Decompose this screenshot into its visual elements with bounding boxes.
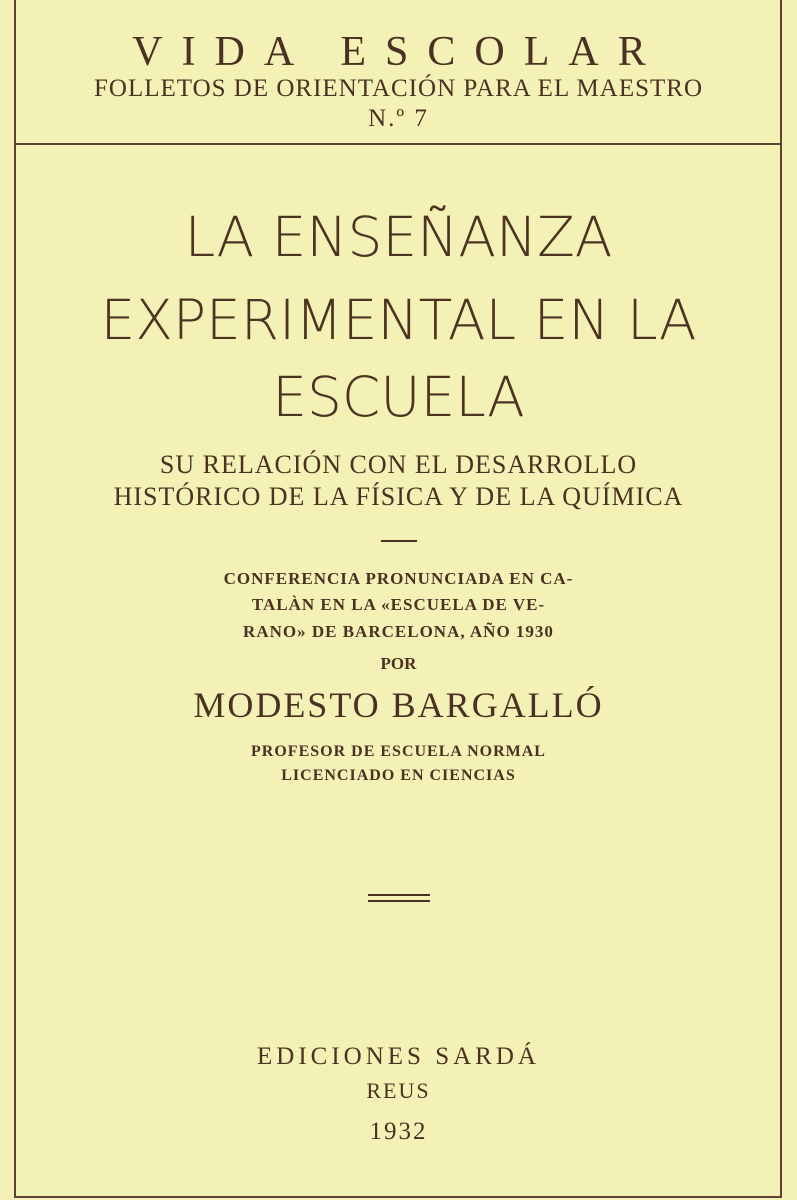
publication-year: 1932 <box>369 1118 428 1145</box>
author-credential-2: LICENCIADO EN CIENCIAS <box>281 767 516 784</box>
header-divider <box>14 143 782 145</box>
main-title-line-1: LA ENSEÑANZA <box>184 205 613 269</box>
series-title: VIDA ESCOLAR <box>132 29 665 75</box>
conference-line-3: RANO» DE BARCELONA, AÑO 1930 <box>243 622 554 641</box>
series-subtitle: FOLLETOS DE ORIENTACIÓN PARA EL MAESTRO <box>93 75 704 102</box>
publisher-name: EDICIONES SARDÁ <box>257 1043 540 1070</box>
subtitle-line-2: HISTÓRICO DE LA FÍSICA Y DE LA QUÍMICA <box>113 482 684 511</box>
main-title-line-3: ESCUELA <box>272 365 525 429</box>
series-number: N.º 7 <box>368 105 429 132</box>
author-credential-1: PROFESOR DE ESCUELA NORMAL <box>251 743 546 760</box>
subtitle-line-1: SU RELACIÓN CON EL DESARROLLO <box>159 450 638 479</box>
conference-line-1: CONFERENCIA PRONUNCIADA EN CA- <box>223 569 574 588</box>
author-name: MODESTO BARGALLÓ <box>193 685 604 725</box>
double-rule-ornament <box>368 894 430 902</box>
main-title-line-2: EXPERIMENTAL EN LA <box>100 288 697 352</box>
ornament-rule <box>381 540 417 542</box>
publication-city: REUS <box>366 1078 431 1103</box>
byline-por: POR <box>380 654 417 673</box>
conference-line-2: TALÀN EN LA «ESCUELA DE VE- <box>251 595 546 614</box>
